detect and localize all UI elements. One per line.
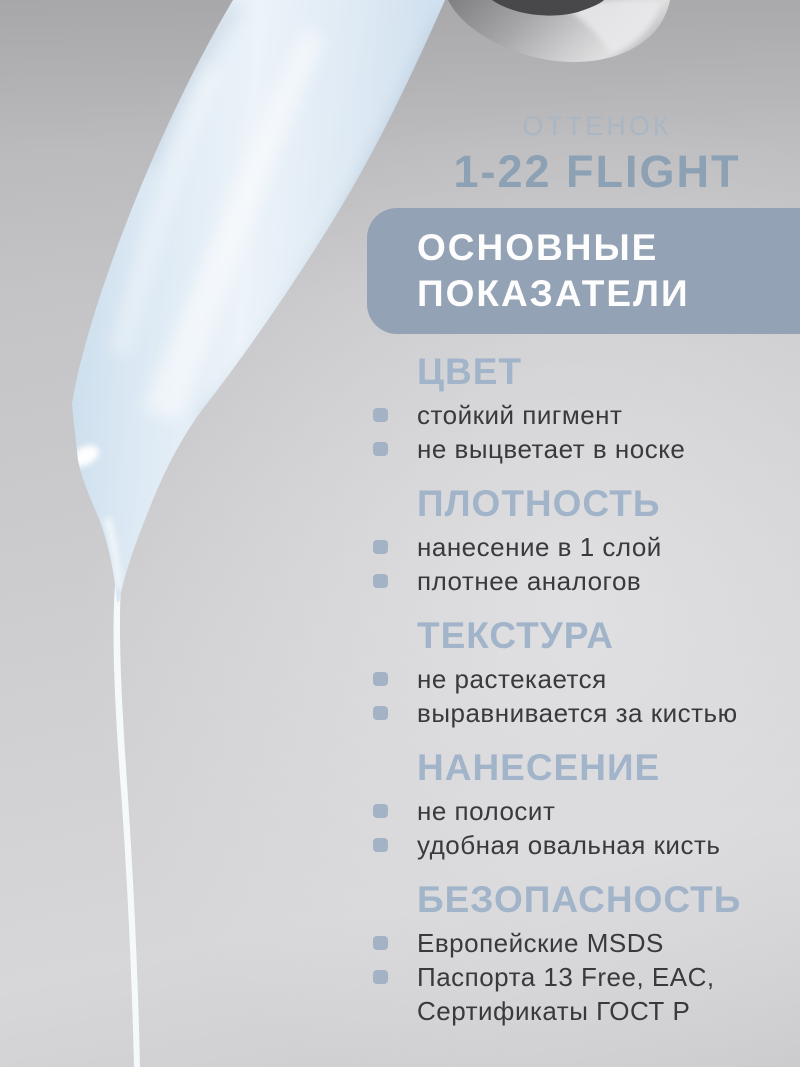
section-title: ПЛОТНОСТЬ: [417, 483, 661, 524]
bullet-icon: [373, 838, 388, 852]
section-title: ТЕКСТУРА: [417, 615, 614, 656]
section-application: [367, 748, 800, 862]
main-indicators-badge: [367, 208, 800, 334]
feature-item: [367, 662, 800, 696]
feature-text: нанесение в 1 слой: [417, 532, 662, 562]
feature-text: Европейские MSDS: [417, 928, 664, 958]
bullet-icon: [373, 442, 388, 456]
feature-item: [367, 432, 800, 466]
features-list: [367, 352, 800, 1046]
feature-text: удобная овальная кисть: [417, 830, 721, 860]
feature-text: не выцветает в носке: [417, 434, 686, 464]
bullet-icon: [373, 970, 388, 984]
section-title: НАНЕСЕНИЕ: [417, 747, 661, 788]
feature-item: [367, 794, 800, 828]
feature-item: [367, 828, 800, 862]
feature-item: [367, 564, 800, 598]
bullet-icon: [373, 540, 388, 554]
bullet-icon: [373, 672, 388, 686]
feature-text: Паспорта 13 Free, EAC, Сертификаты ГОСТ Р: [417, 962, 715, 1026]
bullet-icon: [373, 706, 388, 720]
feature-item: [367, 530, 800, 564]
feature-text: плотнее аналогов: [417, 566, 642, 596]
shade-block: [394, 110, 800, 196]
feature-item: [367, 398, 800, 432]
feature-item: [367, 696, 800, 730]
bullet-icon: [373, 574, 388, 588]
bullet-icon: [373, 936, 388, 950]
section-color: [367, 352, 800, 466]
feature-text: стойкий пигмент: [417, 400, 623, 430]
feature-item: [367, 960, 800, 1028]
section-density: [367, 484, 800, 598]
section-safety: [367, 880, 800, 1028]
shade-name: 1-22 FLIGHT: [453, 146, 741, 197]
feature-text: не полосит: [417, 796, 556, 826]
section-title: ЦВЕТ: [417, 351, 523, 392]
section-texture: [367, 616, 800, 730]
feature-text: не растекается: [417, 664, 607, 694]
badge-title: ОСНОВНЫЕ ПОКАЗАТЕЛИ: [417, 227, 690, 314]
bullet-icon: [373, 804, 388, 818]
polish-drip-stream: [114, 585, 140, 1067]
section-title: БЕЗОПАСНОСТЬ: [417, 879, 742, 920]
shade-label: ОТТЕНОК: [522, 111, 672, 141]
feature-item: [367, 926, 800, 960]
feature-text: выравнивается за кистью: [417, 698, 738, 728]
bullet-icon: [373, 408, 388, 422]
